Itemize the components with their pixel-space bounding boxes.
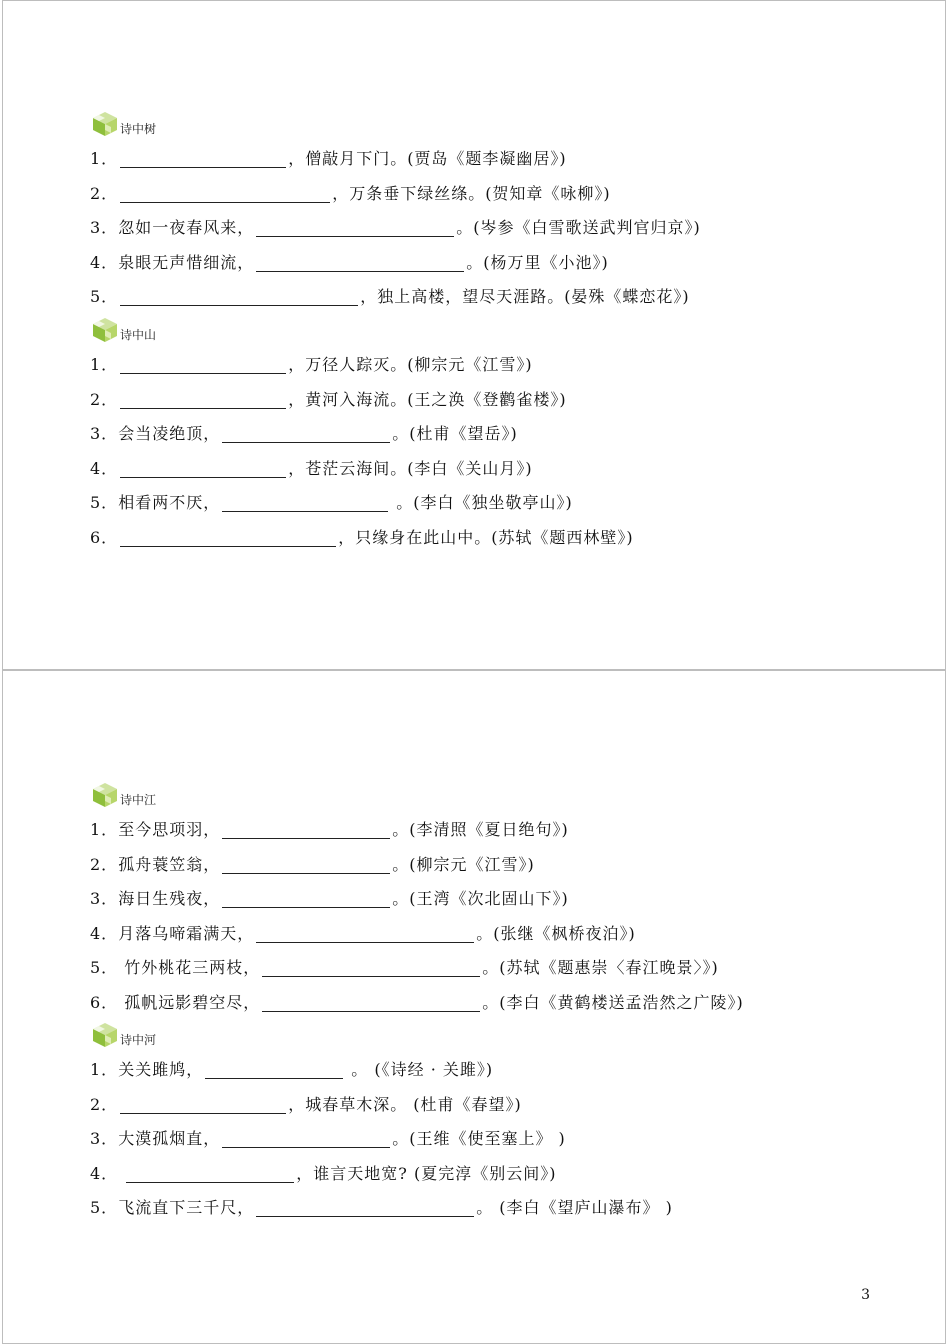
answer-blank[interactable]	[222, 855, 390, 874]
answer-blank[interactable]	[262, 958, 480, 977]
answer-blank[interactable]	[256, 218, 454, 237]
cube-logo-icon	[90, 314, 120, 344]
section-header	[90, 779, 744, 813]
question-line: 4． ，谁言天地宽? (夏完淳《别云间》)	[90, 1163, 557, 1183]
question-line: 5． ，独上高楼，望尽天涯路。(晏殊《蝶恋花》)	[90, 287, 690, 306]
answer-blank[interactable]	[120, 1095, 286, 1114]
question-line: 5． 竹外桃花三两枝， 。(苏轼《题惠崇〈春江晚景〉》)	[90, 958, 719, 977]
answer-blank[interactable]	[256, 253, 464, 272]
question-line: 4． ，苍茫云海间。(李白《关山月》)	[90, 458, 533, 478]
cube-logo-icon	[90, 1019, 120, 1049]
question-line: 3．海日生残夜， 。(王湾《次北固山下》)	[90, 889, 569, 908]
answer-blank[interactable]	[120, 184, 330, 203]
question-line: 2．孤舟蓑笠翁， 。(柳宗元《江雪》)	[90, 854, 535, 874]
section-rivers-he	[90, 1019, 673, 1226]
answer-blank[interactable]	[222, 424, 390, 443]
cube-logo-icon	[90, 108, 120, 138]
answer-blank[interactable]	[256, 1198, 474, 1217]
section-title: 诗中山	[120, 328, 157, 342]
answer-blank[interactable]	[222, 493, 388, 512]
answer-blank[interactable]	[126, 1164, 294, 1183]
page-number: 3	[861, 1287, 870, 1303]
answer-blank[interactable]	[222, 1129, 390, 1148]
question-line: 1． ，僧敲月下门。(贾岛《题李凝幽居》)	[90, 149, 567, 168]
answer-blank[interactable]	[222, 820, 390, 839]
answer-blank[interactable]	[120, 287, 358, 306]
answer-blank[interactable]	[120, 528, 336, 547]
question-line: 6． ，只缘身在此山中。(苏轼《题西林壁》)	[90, 527, 634, 547]
question-line: 5．飞流直下三千尺， 。 (李白《望庐山瀑布》 )	[90, 1198, 673, 1217]
question-line: 5．相看两不厌， 。(李白《独坐敬亭山》)	[90, 493, 573, 512]
cube-logo-icon	[90, 779, 120, 809]
answer-blank[interactable]	[256, 924, 474, 943]
question-line: 3．大漠孤烟直， 。(王维《使至塞上》 )	[90, 1129, 566, 1148]
answer-blank[interactable]	[120, 149, 286, 168]
question-line: 3．忽如一夜春风来， 。(岑参《白雪歌送武判官归京》)	[90, 218, 701, 237]
question-line: 2． ，黄河入海流。(王之涣《登鹳雀楼》)	[90, 389, 567, 409]
answer-blank[interactable]	[222, 889, 390, 908]
answer-blank[interactable]	[120, 459, 286, 478]
question-line: 2． ，万条垂下绿丝绦。(贺知章《咏柳》)	[90, 183, 611, 203]
section-mountains	[90, 314, 634, 555]
question-line: 3．会当凌绝顶， 。(杜甫《望岳》)	[90, 424, 518, 443]
answer-blank[interactable]	[262, 993, 480, 1012]
section-title: 诗中树	[120, 122, 157, 136]
question-line: 4．月落乌啼霜满天， 。(张继《枫桥夜泊》)	[90, 923, 636, 943]
answer-blank[interactable]	[120, 390, 286, 409]
question-line: 4．泉眼无声惜细流， 。(杨万里《小池》)	[90, 252, 609, 272]
question-line: 1．关关雎鸠， 。 (《诗经 · 关雎》)	[90, 1060, 494, 1079]
section-header	[90, 1019, 673, 1053]
section-trees	[90, 108, 701, 315]
section-header	[90, 108, 701, 142]
question-line: 2． ，城春草木深。 (杜甫《春望》)	[90, 1094, 522, 1114]
section-title: 诗中河	[120, 1033, 157, 1047]
section-title: 诗中江	[120, 793, 157, 807]
answer-blank[interactable]	[120, 355, 286, 374]
question-line: 1．至今思项羽， 。(李清照《夏日绝句》)	[90, 820, 569, 839]
question-line: 1． ，万径人踪灭。(柳宗元《江雪》)	[90, 355, 533, 374]
section-rivers-jiang	[90, 779, 744, 1020]
section-header	[90, 314, 634, 348]
answer-blank[interactable]	[205, 1060, 343, 1079]
question-line: 6． 孤帆远影碧空尽， 。(李白《黄鹤楼送孟浩然之广陵》)	[90, 992, 744, 1012]
